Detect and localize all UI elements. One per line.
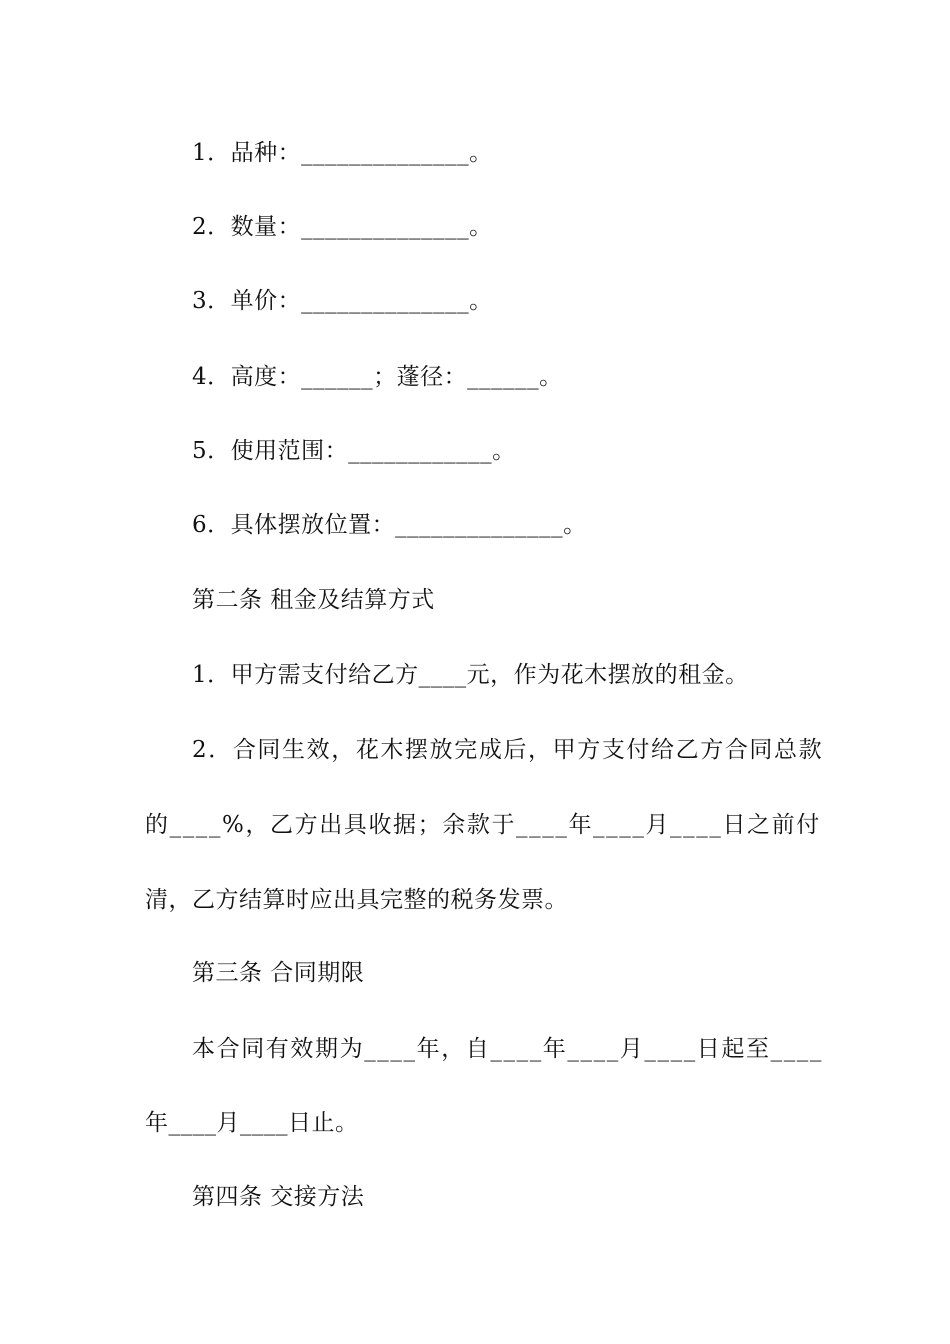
item-height-crown: 4．高度：______；蓬径：______。 xyxy=(192,364,563,390)
section-heading-rent: 第二条 租金及结算方式 xyxy=(192,587,435,613)
term-clause-line-2: 年____月____日止。 xyxy=(145,1110,359,1136)
item-variety: 1．品种：______________。 xyxy=(192,140,493,166)
rent-clause-2-line-3: 清，乙方结算时应出具完整的税务发票。 xyxy=(145,887,568,913)
item-unit-price: 3．单价：______________。 xyxy=(192,288,493,314)
term-clause-line-1: 本合同有效期为____年，自____年____月____日起至____ xyxy=(192,1036,823,1062)
rent-clause-1: 1．甲方需支付给乙方____元，作为花木摆放的租金。 xyxy=(192,662,749,688)
section-heading-handover: 第四条 交接方法 xyxy=(192,1184,365,1210)
item-placement-location: 6．具体摆放位置：______________。 xyxy=(192,512,587,538)
section-heading-term: 第三条 合同期限 xyxy=(192,960,365,986)
item-usage-scope: 5．使用范围：____________。 xyxy=(192,438,516,464)
rent-clause-2-line-1: 2．合同生效，花木摆放完成后，甲方支付给乙方合同总款 xyxy=(192,737,824,763)
rent-clause-2-line-2: 的____%，乙方出具收据；余款于____年____月____日之前付 xyxy=(145,812,821,838)
item-quantity: 2．数量：______________。 xyxy=(192,214,493,240)
